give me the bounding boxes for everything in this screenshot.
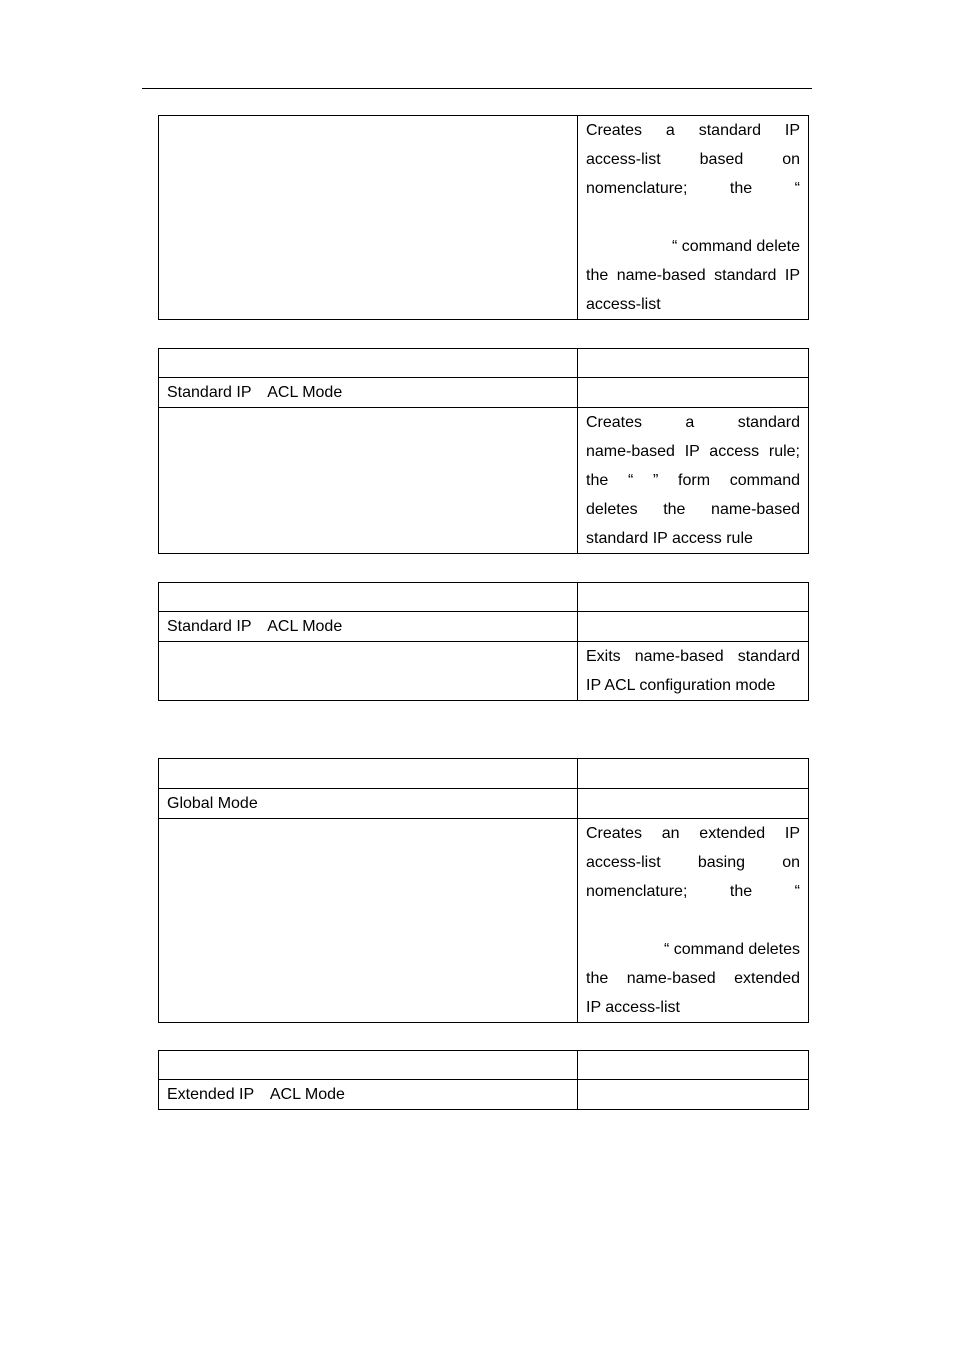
desc-line: IP ACL configuration mode: [586, 677, 776, 694]
command-table-4: [158, 758, 809, 1023]
desc-line: the “ ” form command: [586, 472, 800, 489]
command-title-cell: [159, 759, 578, 789]
desc-line: the name-based standard IP: [586, 267, 800, 284]
command-cell: [159, 642, 578, 701]
command-table-3: [158, 582, 809, 701]
mode-cell: Global Mode: [159, 789, 578, 819]
desc-line: Creates an extended IP: [586, 825, 800, 842]
desc-line: nomenclature; the “: [586, 883, 800, 900]
mode-cell: Standard IP ACL Mode: [159, 612, 578, 642]
empty-cell: [578, 789, 809, 819]
desc-line: access-list based on: [586, 151, 800, 168]
description-cell: [578, 408, 809, 554]
desc-line: Exits name-based standard: [586, 648, 800, 665]
explanation-title-cell: [578, 1051, 809, 1080]
explanation-title-cell: [578, 759, 809, 789]
command-cell: [159, 116, 578, 320]
command-cell: [159, 408, 578, 554]
mode-cell: Standard IP ACL Mode: [159, 378, 578, 408]
command-table-1: [158, 115, 809, 320]
desc-line: Creates a standard: [586, 414, 800, 431]
command-title-cell: [159, 1051, 578, 1080]
description-cell: [578, 116, 809, 320]
header-rule: [142, 88, 812, 89]
empty-cell: [578, 1080, 809, 1110]
command-title-cell: [159, 349, 578, 378]
desc-line: [586, 906, 800, 935]
description-cell: [578, 642, 809, 701]
explanation-title-cell: [578, 349, 809, 378]
command-table-5: [158, 1050, 809, 1110]
desc-line: [586, 203, 800, 232]
desc-line: the name-based extended: [586, 970, 800, 987]
command-title-cell: [159, 583, 578, 612]
desc-line: access-list basing on: [586, 854, 800, 871]
mode-cell: Extended IP ACL Mode: [159, 1080, 578, 1110]
command-cell: [159, 819, 578, 1023]
desc-line: standard IP access rule: [586, 530, 753, 547]
desc-line: access-list: [586, 296, 661, 313]
desc-line: name-based IP access rule;: [586, 443, 800, 460]
description-cell: [578, 819, 809, 1023]
explanation-title-cell: [578, 583, 809, 612]
desc-line: nomenclature; the “: [586, 180, 800, 197]
desc-line: Creates a standard IP: [586, 122, 800, 139]
desc-line: “ command deletes: [663, 941, 800, 958]
desc-line: “ command delete: [671, 238, 800, 255]
empty-cell: [578, 378, 809, 408]
desc-line: deletes the name-based: [586, 501, 800, 518]
desc-line: IP access-list: [586, 999, 680, 1016]
command-table-2: [158, 348, 809, 554]
empty-cell: [578, 612, 809, 642]
